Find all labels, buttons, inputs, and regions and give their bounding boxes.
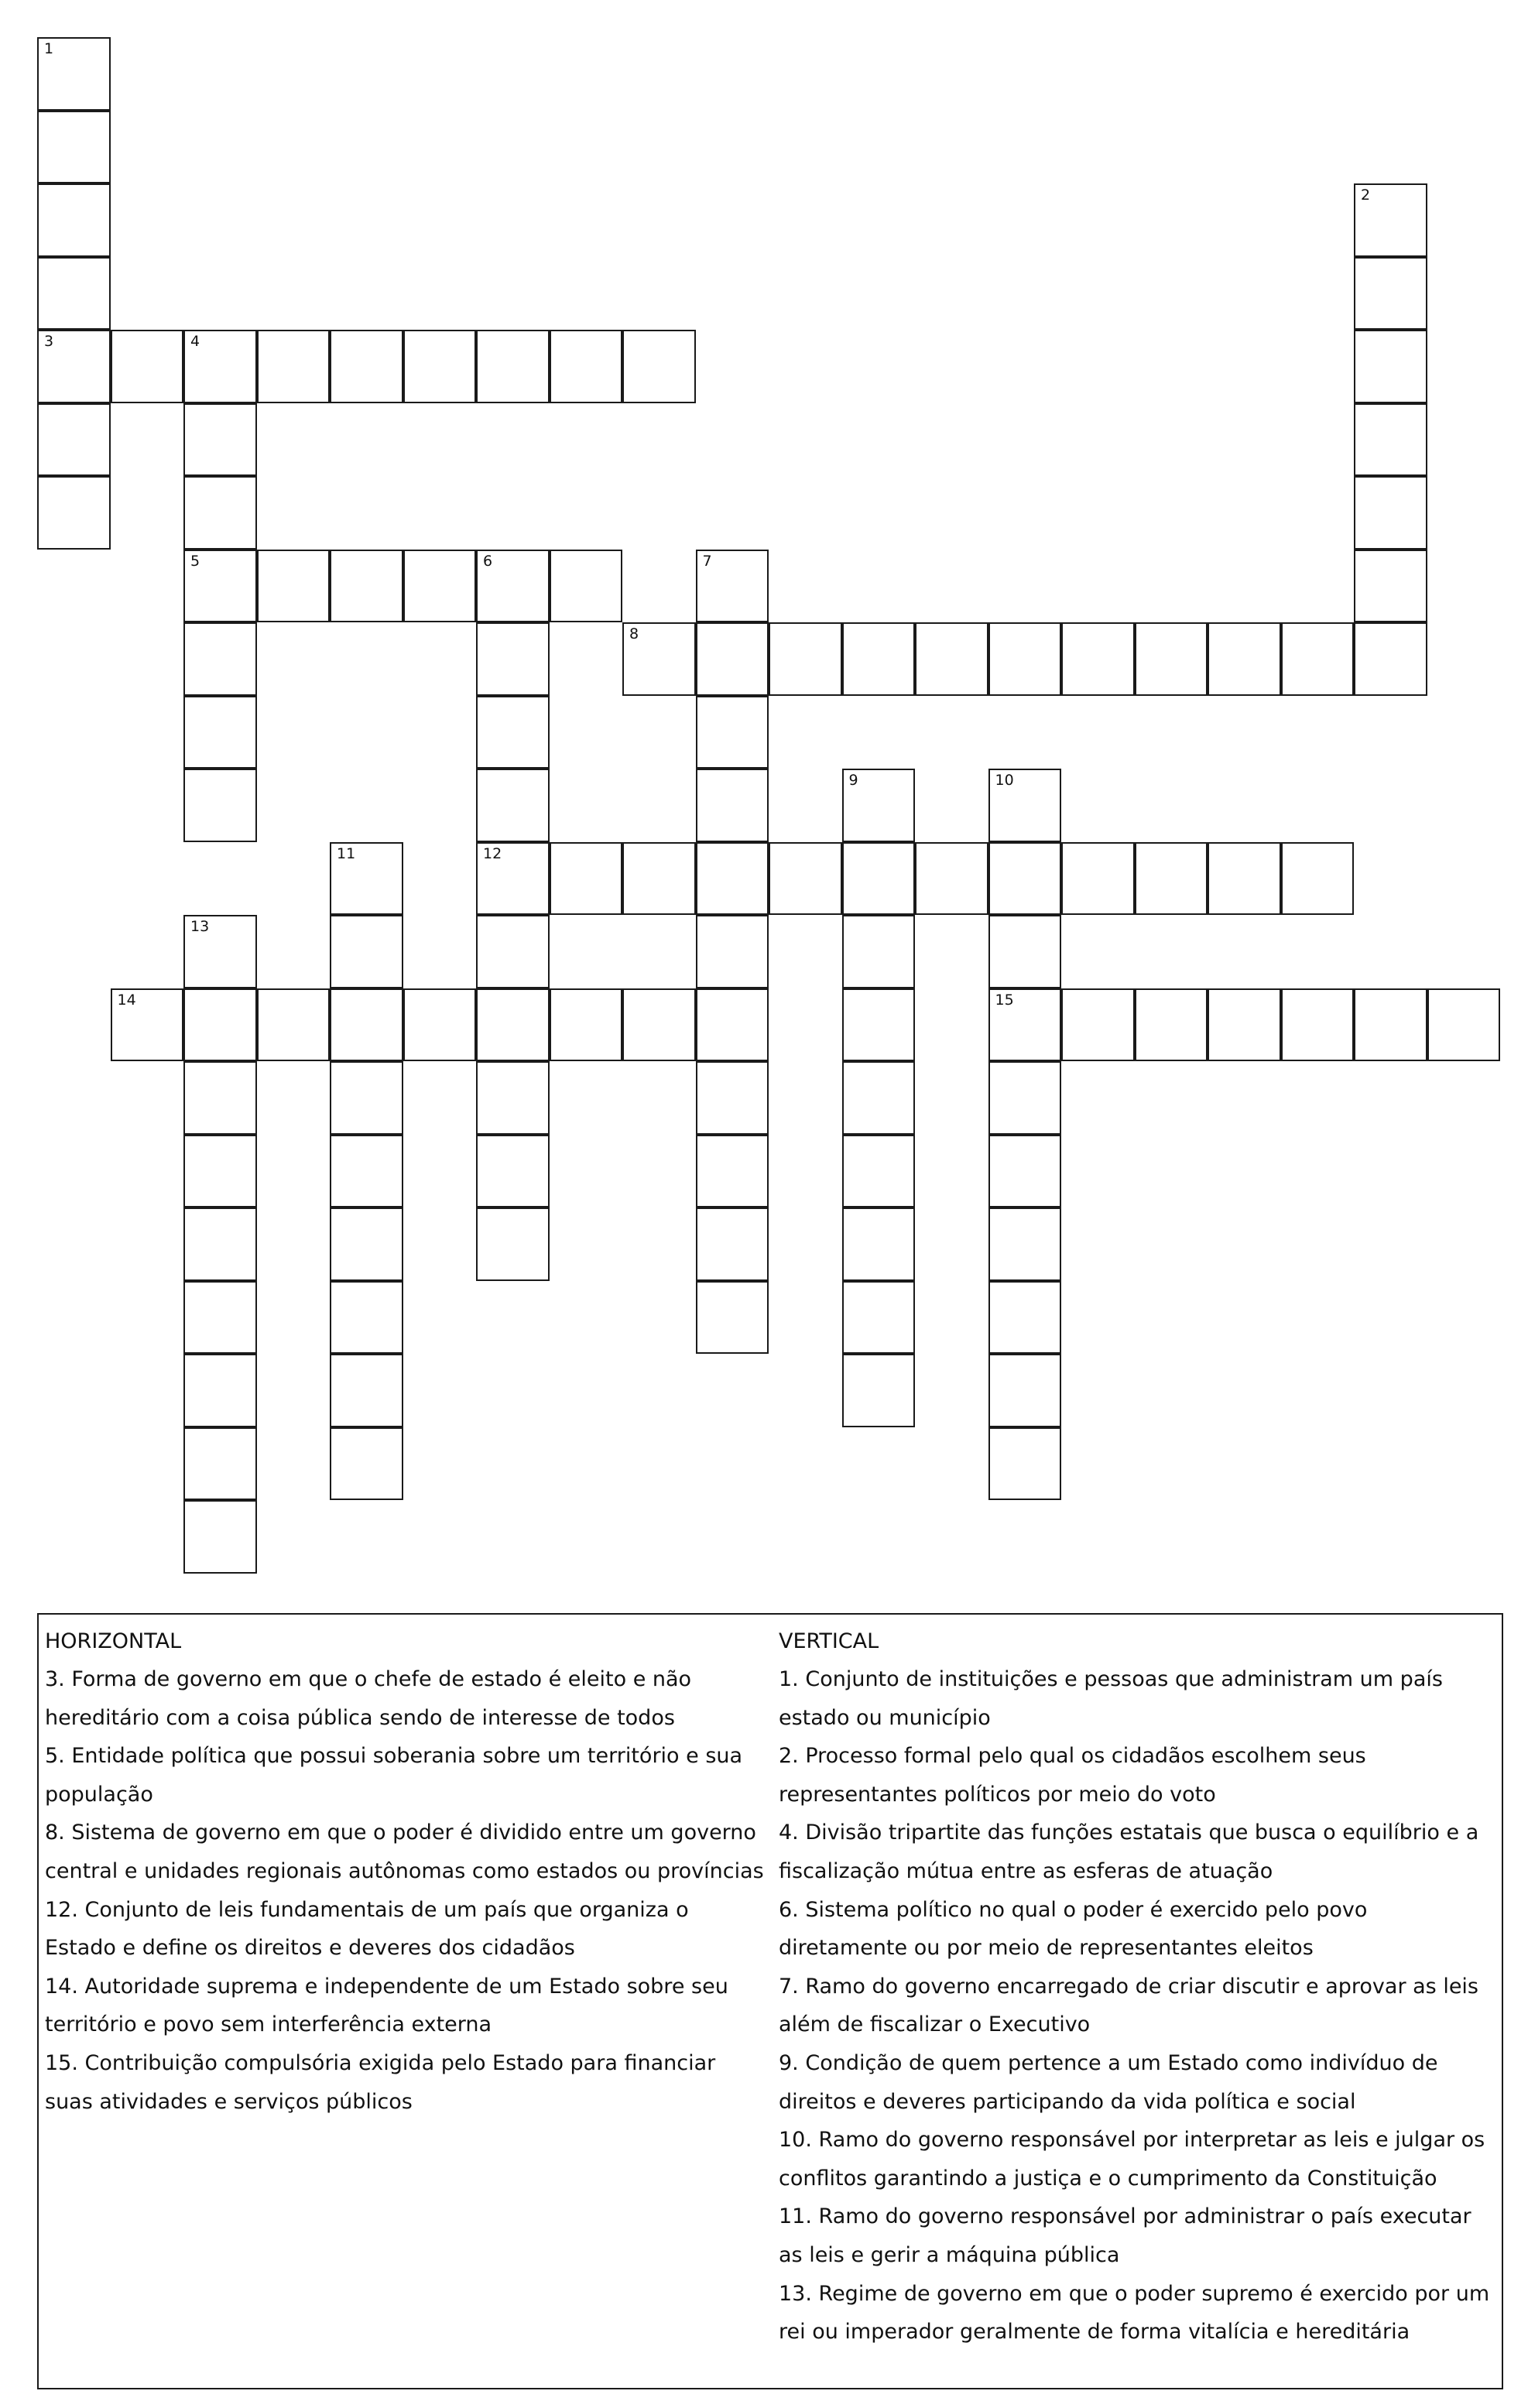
clue-number: 2 — [1361, 187, 1371, 204]
vertical-clues — [779, 1622, 1499, 2351]
grid-cell[interactable] — [842, 1354, 916, 1427]
grid-cell[interactable] — [403, 988, 477, 1062]
grid-cell[interactable] — [37, 183, 111, 257]
grid-cell[interactable] — [183, 1354, 257, 1427]
grid-cell[interactable] — [842, 769, 916, 842]
grid-cell[interactable] — [988, 915, 1062, 988]
grid-cell[interactable] — [330, 550, 403, 623]
grid-cell[interactable] — [622, 842, 696, 916]
clue-across-5: 5. Entidade política que possui soberania sobre um território e sua população — [45, 1744, 743, 1807]
grid-cell[interactable] — [111, 988, 184, 1062]
clue-down-6: 6. Sistema político no qual o poder é exercido pelo povo diretamente ou por meio de representantes eleitos — [779, 1897, 1368, 1961]
grid-cell[interactable] — [330, 1207, 403, 1281]
grid-cell[interactable] — [1354, 622, 1427, 696]
grid-cell[interactable] — [37, 403, 111, 477]
grid-cell[interactable] — [1208, 988, 1281, 1062]
grid-cell[interactable] — [842, 1061, 916, 1135]
clue-down-9: 9. Condição de quem pertence a um Estado como indivíduo de direitos e deveres participando da vida política e social — [779, 2050, 1438, 2114]
clue-across-3: 3. Forma de governo em que o chefe de estado é eleito e não hereditário com a coisa pública sendo de interesse de todos — [45, 1667, 692, 1730]
grid-cell[interactable] — [842, 1135, 916, 1208]
grid-cell[interactable] — [183, 1500, 257, 1574]
grid-cell[interactable] — [476, 1061, 550, 1135]
grid-cell[interactable] — [1354, 403, 1427, 477]
grid-cell[interactable] — [1208, 842, 1281, 916]
clue-number: 6 — [483, 552, 493, 570]
grid-cell[interactable] — [915, 842, 988, 916]
grid-cell[interactable] — [1354, 988, 1427, 1062]
grid-cell[interactable] — [403, 330, 477, 403]
grid-cell[interactable] — [476, 330, 550, 403]
clue-number: 11 — [337, 844, 356, 862]
grid-cell[interactable] — [696, 1135, 769, 1208]
vertical-title: VERTICAL — [779, 1629, 879, 1653]
grid-cell[interactable] — [1281, 988, 1355, 1062]
grid-cell[interactable] — [111, 330, 184, 403]
clue-across-14: 14. Autoridade suprema e independente de um Estado sobre seu território e povo sem interferência externa — [45, 1974, 728, 2037]
clue-down-1: 1. Conjunto de instituições e pessoas que administram um país estado ou município — [779, 1667, 1443, 1730]
grid-cell[interactable] — [988, 842, 1062, 916]
grid-cell[interactable] — [842, 1281, 916, 1355]
grid-cell[interactable] — [1061, 622, 1135, 696]
grid-cell[interactable] — [183, 915, 257, 988]
clue-number: 4 — [190, 333, 200, 350]
clue-number: 13 — [190, 918, 210, 935]
clue-number: 1 — [44, 40, 54, 57]
grid-cell[interactable] — [988, 1281, 1062, 1355]
grid-cell[interactable] — [622, 988, 696, 1062]
grid-cell[interactable] — [1135, 988, 1208, 1062]
grid-cell[interactable] — [769, 842, 842, 916]
grid-cell[interactable] — [915, 622, 988, 696]
grid-cell[interactable] — [988, 1061, 1062, 1135]
grid-cell[interactable] — [330, 1061, 403, 1135]
grid-cell[interactable] — [476, 1135, 550, 1208]
grid-cell[interactable] — [183, 1281, 257, 1355]
horizontal-title: HORIZONTAL — [45, 1629, 182, 1653]
grid-cell[interactable] — [988, 622, 1062, 696]
clue-across-8: 8. Sistema de governo em que o poder é dividido entre um governo central e unidades regionais autônomas como estados ou províncias — [45, 1821, 764, 1883]
grid-cell[interactable] — [988, 1354, 1062, 1427]
grid-cell[interactable] — [257, 550, 331, 623]
grid-cell[interactable] — [988, 1135, 1062, 1208]
grid-cell[interactable] — [183, 696, 257, 769]
grid-cell[interactable] — [842, 915, 916, 988]
grid-cell[interactable] — [476, 696, 550, 769]
clue-number: 14 — [117, 991, 136, 1009]
grid-cell[interactable] — [1135, 842, 1208, 916]
grid-cell[interactable] — [183, 403, 257, 477]
grid-cell[interactable] — [403, 550, 477, 623]
grid-cell[interactable] — [696, 696, 769, 769]
grid-cell[interactable] — [696, 1061, 769, 1135]
grid-cell[interactable] — [696, 622, 769, 696]
grid-cell[interactable] — [183, 550, 257, 623]
grid-cell[interactable] — [330, 1354, 403, 1427]
grid-cell[interactable] — [476, 1207, 550, 1281]
grid-cell[interactable] — [183, 1135, 257, 1208]
grid-cell[interactable] — [476, 622, 550, 696]
grid-cell[interactable] — [769, 622, 842, 696]
grid-cell[interactable] — [1427, 988, 1501, 1062]
clue-down-13: 13. Regime de governo em que o poder supremo é exercido por um rei ou imperador geralmente de forma vitalícia e hereditária — [779, 2281, 1490, 2345]
grid-cell[interactable] — [696, 550, 769, 623]
clue-number: 15 — [995, 991, 1014, 1009]
clue-down-11: 11. Ramo do governo responsável por administrar o país executar as leis e gerir a máquina pública — [779, 2204, 1471, 2267]
grid-cell[interactable] — [257, 988, 331, 1062]
grid-cell[interactable] — [1281, 622, 1355, 696]
grid-cell[interactable] — [183, 330, 257, 403]
grid-cell[interactable] — [842, 988, 916, 1062]
clues-box — [37, 1613, 1503, 2389]
clue-across-15: 15. Contribuição compulsória exigida pelo Estado para financiar suas atividades e serviços públicos — [45, 2050, 716, 2114]
grid-cell[interactable] — [842, 842, 916, 916]
grid-cell[interactable] — [183, 1061, 257, 1135]
grid-cell[interactable] — [696, 842, 769, 916]
grid-cell[interactable] — [1061, 988, 1135, 1062]
grid-cell[interactable] — [37, 330, 111, 403]
grid-cell[interactable] — [550, 330, 623, 403]
grid-cell[interactable] — [988, 769, 1062, 842]
grid-cell[interactable] — [1354, 550, 1427, 623]
grid-cell[interactable] — [1354, 257, 1427, 331]
grid-cell[interactable] — [842, 1207, 916, 1281]
grid-cell[interactable] — [476, 988, 550, 1062]
grid-cell[interactable] — [696, 769, 769, 842]
grid-cell[interactable] — [37, 257, 111, 331]
grid-cell[interactable] — [696, 1207, 769, 1281]
clue-number: 8 — [629, 625, 639, 642]
grid-cell[interactable] — [622, 330, 696, 403]
grid-cell[interactable] — [1135, 622, 1208, 696]
clue-down-7: 7. Ramo do governo encarregado de criar discutir e aprovar as leis além de fiscalizar o Executivo — [779, 1974, 1478, 2037]
grid-cell[interactable] — [1354, 183, 1427, 257]
grid-cell[interactable] — [550, 550, 623, 623]
grid-cell[interactable] — [696, 915, 769, 988]
clue-number: 5 — [190, 552, 200, 570]
grid-cell[interactable] — [1354, 330, 1427, 403]
grid-cell[interactable] — [37, 37, 111, 111]
clue-number: 12 — [483, 844, 502, 862]
grid-cell[interactable] — [988, 1427, 1062, 1501]
grid-cell[interactable] — [622, 622, 696, 696]
grid-cell[interactable] — [1061, 842, 1135, 916]
clue-across-12: 12. Conjunto de leis fundamentais de um país que organiza o Estado e define os direitos e deveres dos cidadãos — [45, 1897, 689, 1961]
grid-cell[interactable] — [476, 915, 550, 988]
clue-down-4: 4. Divisão tripartite das funções estatais que busca o equilíbrio e a fiscalização mútua entre as esferas de atuação — [779, 1821, 1479, 1883]
grid-cell[interactable] — [696, 988, 769, 1062]
grid-cell[interactable] — [330, 1281, 403, 1355]
clue-down-10: 10. Ramo do governo responsável por interpretar as leis e julgar os conflitos garantindo a justiça e o cumprimento da Constituição — [779, 2128, 1485, 2190]
grid-cell[interactable] — [476, 769, 550, 842]
grid-cell[interactable] — [1208, 622, 1281, 696]
grid-cell[interactable] — [476, 842, 550, 916]
grid-cell[interactable] — [183, 1427, 257, 1501]
grid-cell[interactable] — [330, 1135, 403, 1208]
grid-cell[interactable] — [257, 330, 331, 403]
grid-cell[interactable] — [988, 988, 1062, 1062]
grid-cell[interactable] — [183, 1207, 257, 1281]
grid-cell[interactable] — [183, 769, 257, 842]
grid-cell[interactable] — [330, 1427, 403, 1501]
grid-cell[interactable] — [330, 330, 403, 403]
grid-cell[interactable] — [330, 988, 403, 1062]
grid-cell[interactable] — [183, 622, 257, 696]
grid-cell[interactable] — [37, 476, 111, 550]
clue-number: 7 — [702, 552, 712, 570]
grid-cell[interactable] — [37, 111, 111, 184]
grid-cell[interactable] — [696, 1281, 769, 1355]
grid-cell[interactable] — [550, 842, 623, 916]
grid-cell[interactable] — [476, 550, 550, 623]
grid-cell[interactable] — [842, 622, 916, 696]
grid-cell[interactable] — [1281, 842, 1355, 916]
clue-down-2: 2. Processo formal pelo qual os cidadãos escolhem seus representantes políticos por meio do voto — [779, 1744, 1366, 1807]
grid-cell[interactable] — [550, 988, 623, 1062]
grid-cell[interactable] — [183, 476, 257, 550]
grid-cell[interactable] — [988, 1207, 1062, 1281]
clue-number: 10 — [995, 772, 1014, 789]
grid-cell[interactable] — [330, 842, 403, 916]
horizontal-clues — [45, 1622, 765, 2121]
clue-number: 9 — [848, 772, 858, 789]
grid-cell[interactable] — [183, 988, 257, 1062]
grid-cell[interactable] — [1354, 476, 1427, 550]
grid-cell[interactable] — [330, 915, 403, 988]
clue-number: 3 — [44, 333, 54, 350]
